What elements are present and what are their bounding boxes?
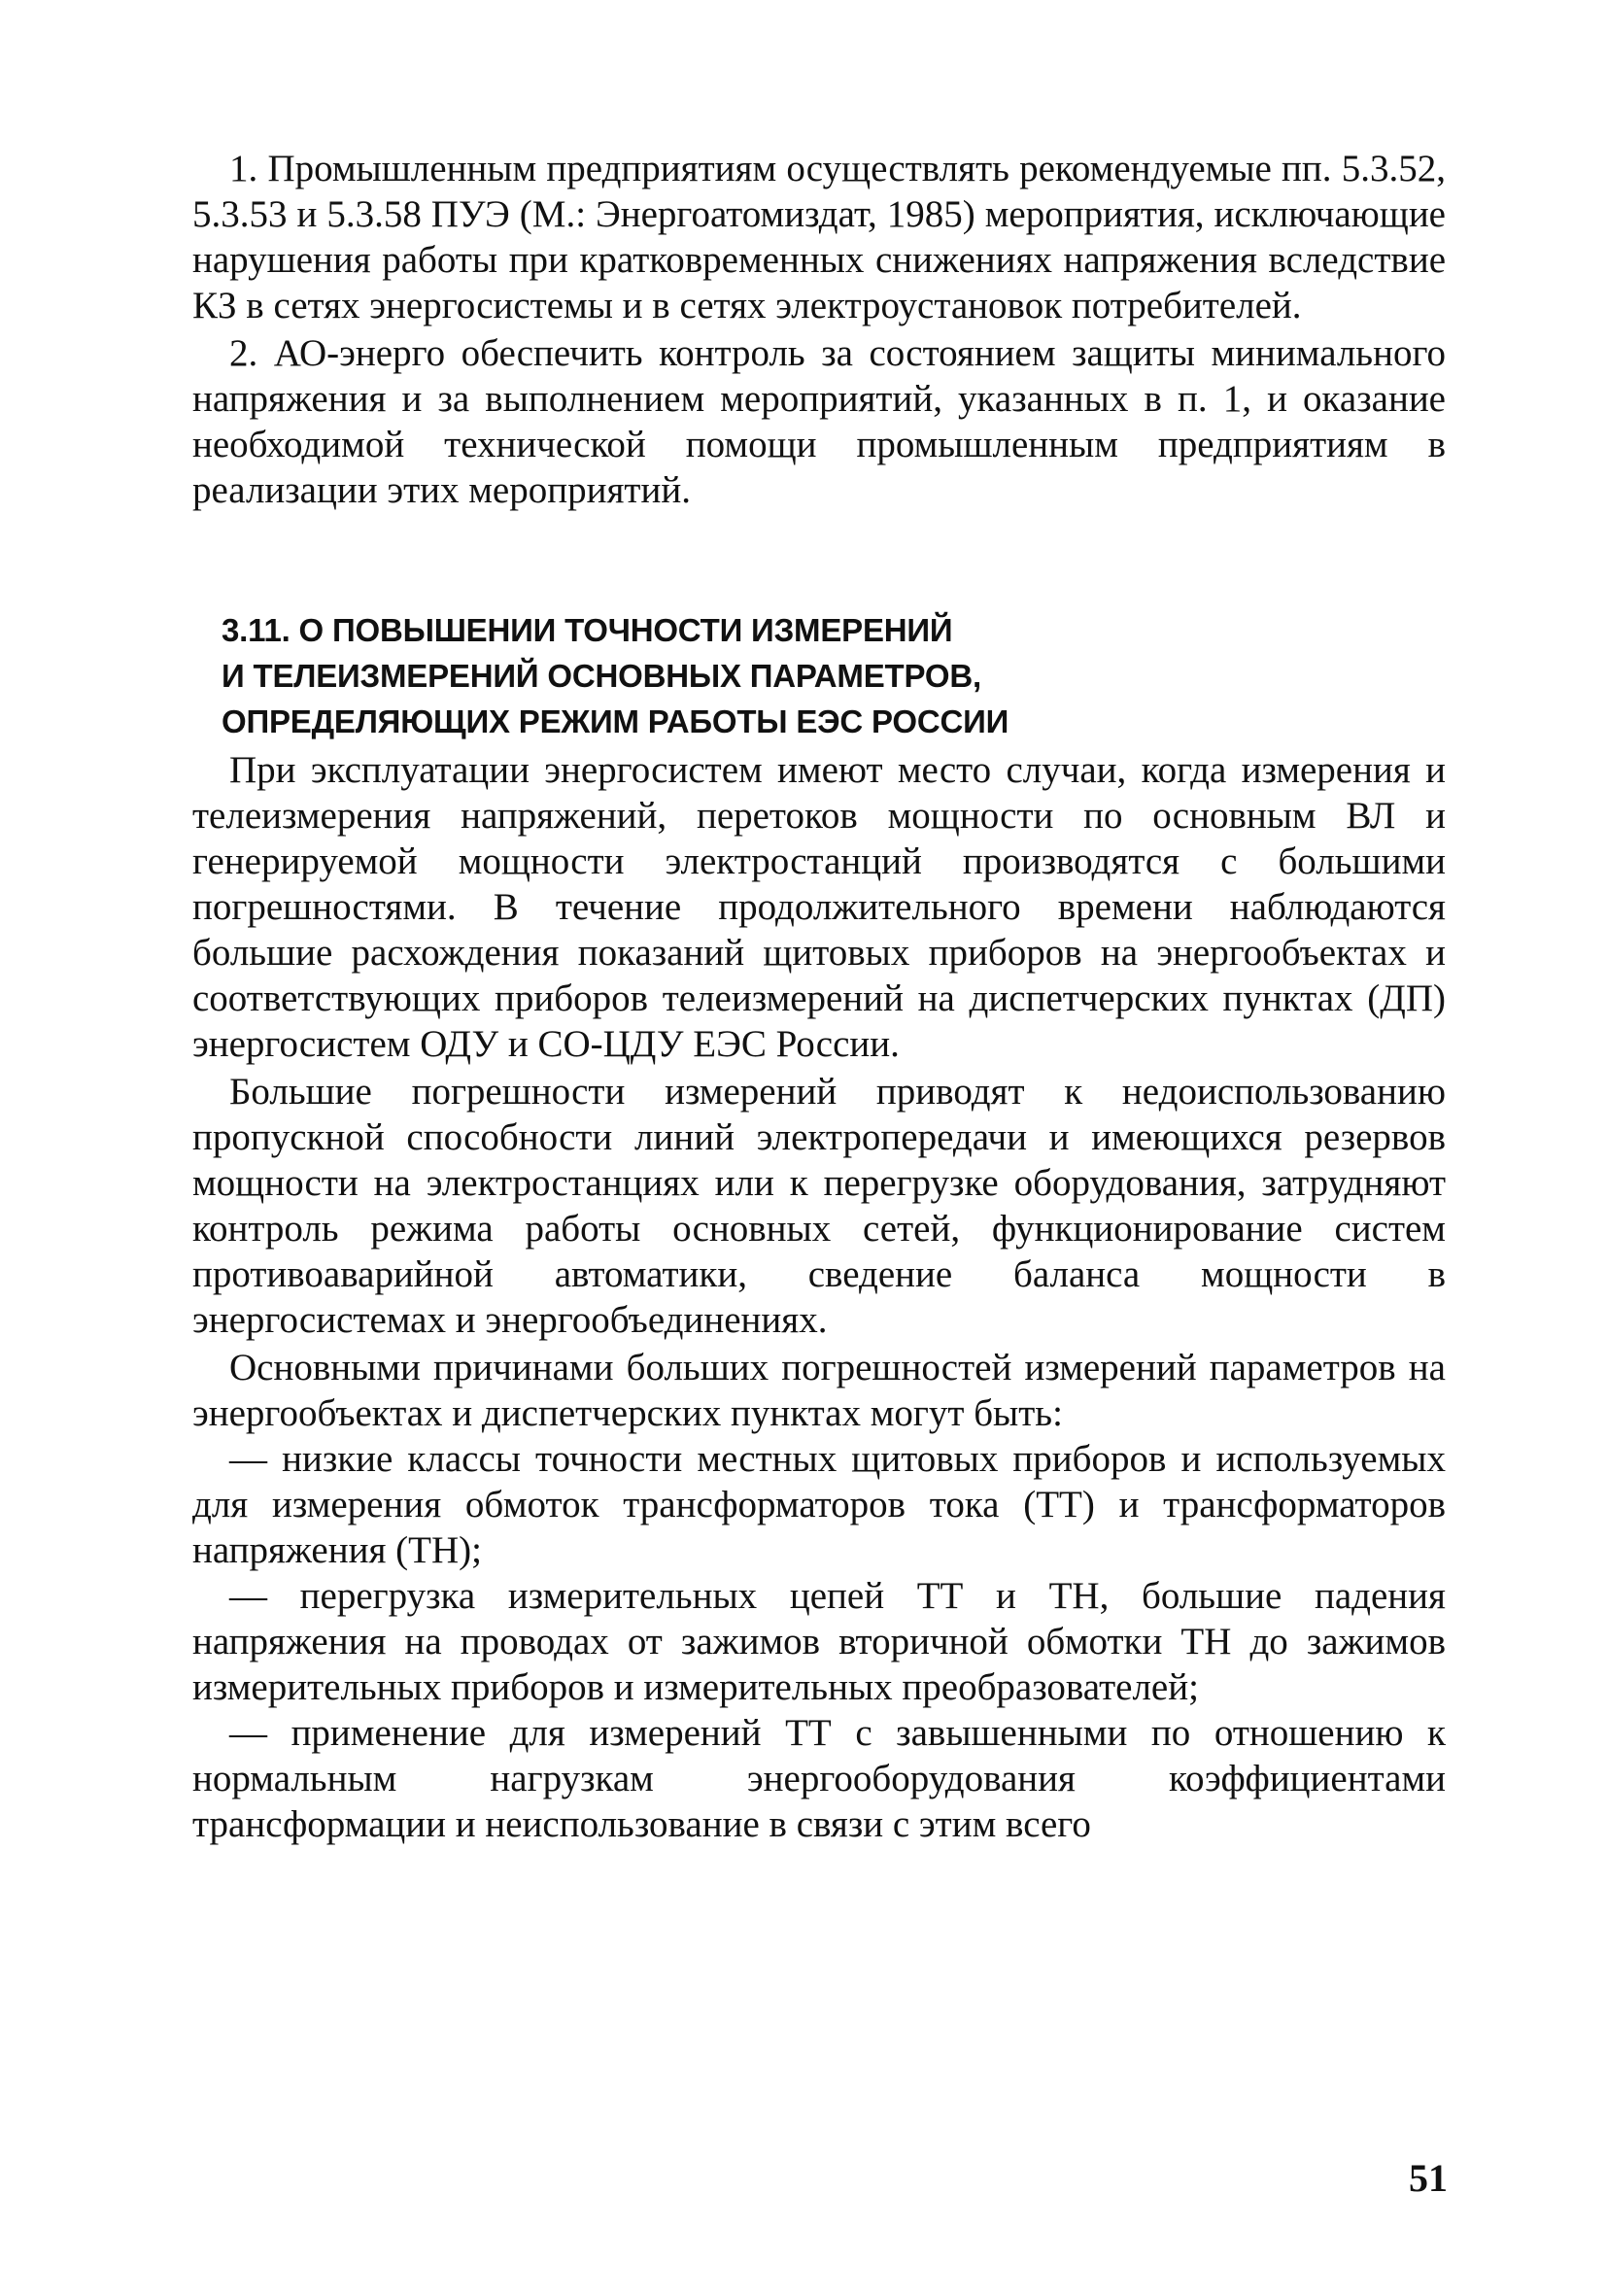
page-number: 51 xyxy=(1409,2156,1448,2200)
list-item-dash-2: — перегрузка измерительных цепей ТТ и ТН, большие падения напряжения на проводах от зажимов вторичной обмотки ТН до зажимов измерительных приборов и измерительных преобразователей; xyxy=(192,1575,1446,1708)
list-item-dash-1: — низкие классы точности местных щитовых приборов и используемых для измерения обмоток трансформаторов тока (ТТ) и трансформаторов напряжения (ТН); xyxy=(192,1438,1446,1571)
section-heading-line-3: ОПРЕДЕЛЯЮЩИХ РЕЖИМ РАБОТЫ ЕЭС РОССИИ xyxy=(222,703,1009,739)
section-heading xyxy=(192,607,1446,744)
section-paragraph-1: При эксплуатации энергосистем имеют место случаи, когда измерения и телеизмерения напряжений, перетоков мощности по основным ВЛ и генерируемой мощности электростанций производятся с большими погрешностями. В течение продолжительного времени наблюдаются большие расхождения показаний щитовых приборов на энергообъектах и соответствующих приборов телеизмерений на диспетчерских пунктах (ДП) энергосистем ОДУ и СО-ЦДУ ЕЭС России. xyxy=(192,749,1446,1065)
intro-item-1: 1. Промышленным предприятиям осуществлять рекомендуемые пп. 5.3.52, 5.3.53 и 5.3.58 ПУЭ (М.: Энергоатомиздат, 1985) мероприятия, исключающие нарушения работы при кратковременных снижениях напряжения вследствие КЗ в сетях энергосистемы и в сетях электроустановок потребителей. xyxy=(192,148,1446,326)
section-paragraph-3: Основными причинами больших погрешностей измерений параметров на энергообъектах и диспетчерских пунктах могут быть: xyxy=(192,1347,1446,1434)
section-body xyxy=(192,747,1446,1847)
document-page xyxy=(192,146,1446,1847)
list-item-dash-3: — применение для измерений ТТ с завышенными по отношению к нормальным нагрузкам энергооборудования коэффициентами трансформации и неиспользование в связи с этим всего xyxy=(192,1712,1446,1845)
intro-item-2: 2. АО-энерго обеспечить контроль за состоянием защиты минимального напряжения и за выполнением мероприятий, указанных в п. 1, и оказание необходимой технической помощи промышленным предприятиям в реализации этих мероприятий. xyxy=(192,332,1446,511)
section-heading-line-2: И ТЕЛЕИЗМЕРЕНИЙ ОСНОВНЫХ ПАРАМЕТРОВ, xyxy=(222,658,981,694)
section-heading-line-1: 3.11. О ПОВЫШЕНИИ ТОЧНОСТИ ИЗМЕРЕНИЙ xyxy=(222,612,953,648)
section-paragraph-2: Большие погрешности измерений приводят к недоиспользованию пропускной способности линий электропередачи и имеющихся резервов мощности на электростанциях или к перегрузке оборудования, затрудняют контроль режима работы основных сетей, функционирование систем противоаварийной автоматики, сведение баланса мощности в энергосистемах и энергообъединениях. xyxy=(192,1071,1446,1341)
